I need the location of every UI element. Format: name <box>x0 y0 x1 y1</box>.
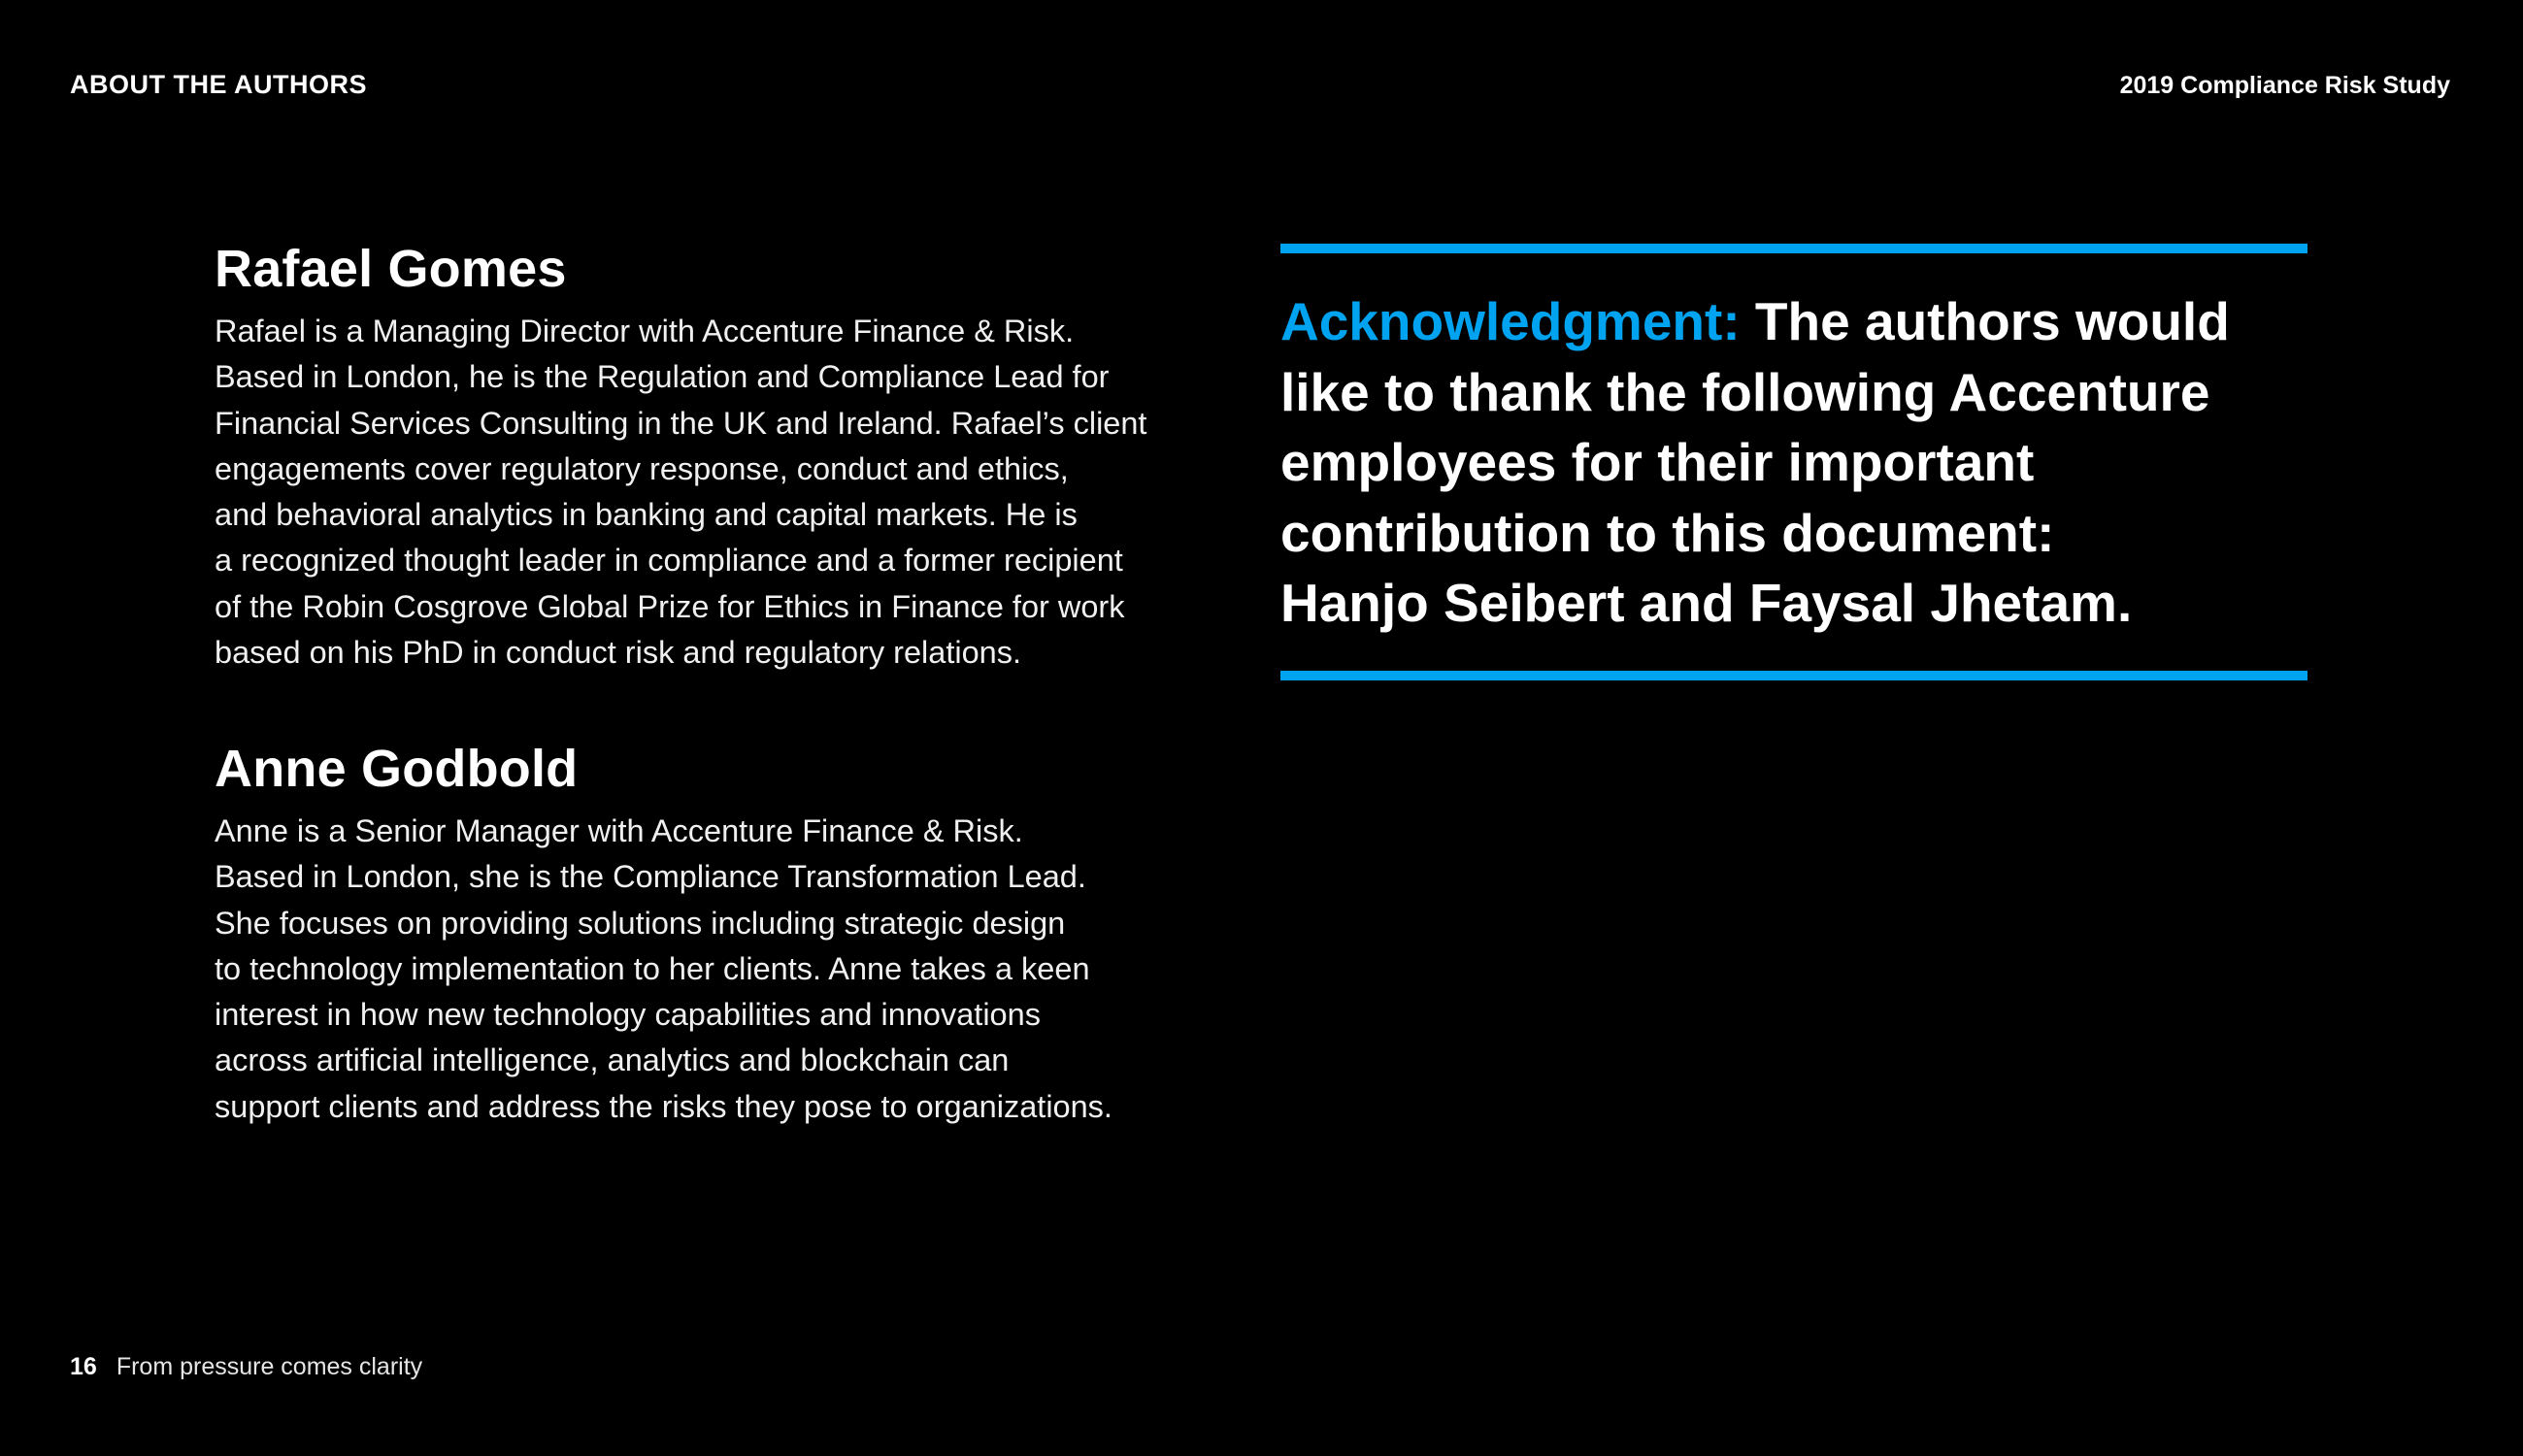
acknowledgment-line: contribution to this document: <box>1280 502 2055 563</box>
author-name: Rafael Gomes <box>215 240 567 298</box>
acknowledgment-line: like to thank the following Accenture <box>1280 361 2210 422</box>
acknowledgment-label: Acknowledgment: <box>1280 291 1741 351</box>
author-bio-line: interest in how new technology capabilities and innovations <box>215 997 1041 1033</box>
acknowledgment-text <box>1280 286 2307 639</box>
acknowledgment-callout <box>1280 244 2307 682</box>
acknowledgment-line: employees for their important <box>1280 432 2035 492</box>
footer-title: From pressure comes clarity <box>116 1353 423 1380</box>
author-bio-line: She focuses on providing solutions including strategic design <box>215 905 1066 941</box>
accent-rule-bottom <box>1280 671 2307 680</box>
page-footer <box>70 1351 422 1382</box>
author-block-anne-godbold <box>215 735 1185 1130</box>
acknowledgment-line: Hanjo Seibert and Faysal Jhetam. <box>1280 573 2133 633</box>
author-bio-line: across artificial intelligence, analytics and blockchain can <box>215 1042 1010 1078</box>
page-number: 16 <box>70 1353 97 1380</box>
author-bio-line: Financial Services Consulting in the UK and Ireland. Rafael’s client <box>215 405 1147 441</box>
author-bio <box>215 309 1185 676</box>
author-bio-line: Based in London, he is the Regulation and Compliance Lead for <box>215 359 1110 395</box>
author-bio-line: Rafael is a Managing Director with Accenture Finance & Risk. <box>215 314 1075 348</box>
author-bio-line: and behavioral analytics in banking and capital markets. He is <box>215 497 1078 533</box>
study-title: 2019 Compliance Risk Study <box>2119 72 2450 99</box>
author-block-rafael-gomes <box>215 235 1185 676</box>
author-bio-line: based on his PhD in conduct risk and regulatory relations. <box>215 635 1022 671</box>
accent-rule-top <box>1280 244 2307 253</box>
acknowledgment-line <box>1280 286 2307 357</box>
section-header: ABOUT THE AUTHORS <box>70 70 367 99</box>
author-bio-line: of the Robin Cosgrove Global Prize for Ethics in Finance for work <box>215 588 1125 624</box>
author-bio <box>215 809 1185 1130</box>
author-bio-line: support clients and address the risks they pose to organizations. <box>215 1088 1112 1124</box>
acknowledgment-line-rest: The authors would <box>1740 291 2230 351</box>
author-bio-line: engagements cover regulatory response, conduct and ethics, <box>215 450 1069 486</box>
author-bio-line: a recognized thought leader in compliance and a former recipient <box>215 543 1123 579</box>
author-bio-line: Based in London, she is the Compliance Transformation Lead. <box>215 859 1086 895</box>
author-name: Anne Godbold <box>215 740 579 798</box>
author-bio-line: Anne is a Senior Manager with Accenture Finance & Risk. <box>215 813 1023 848</box>
author-bio-line: to technology implementation to her clients. Anne takes a keen <box>215 950 1090 986</box>
